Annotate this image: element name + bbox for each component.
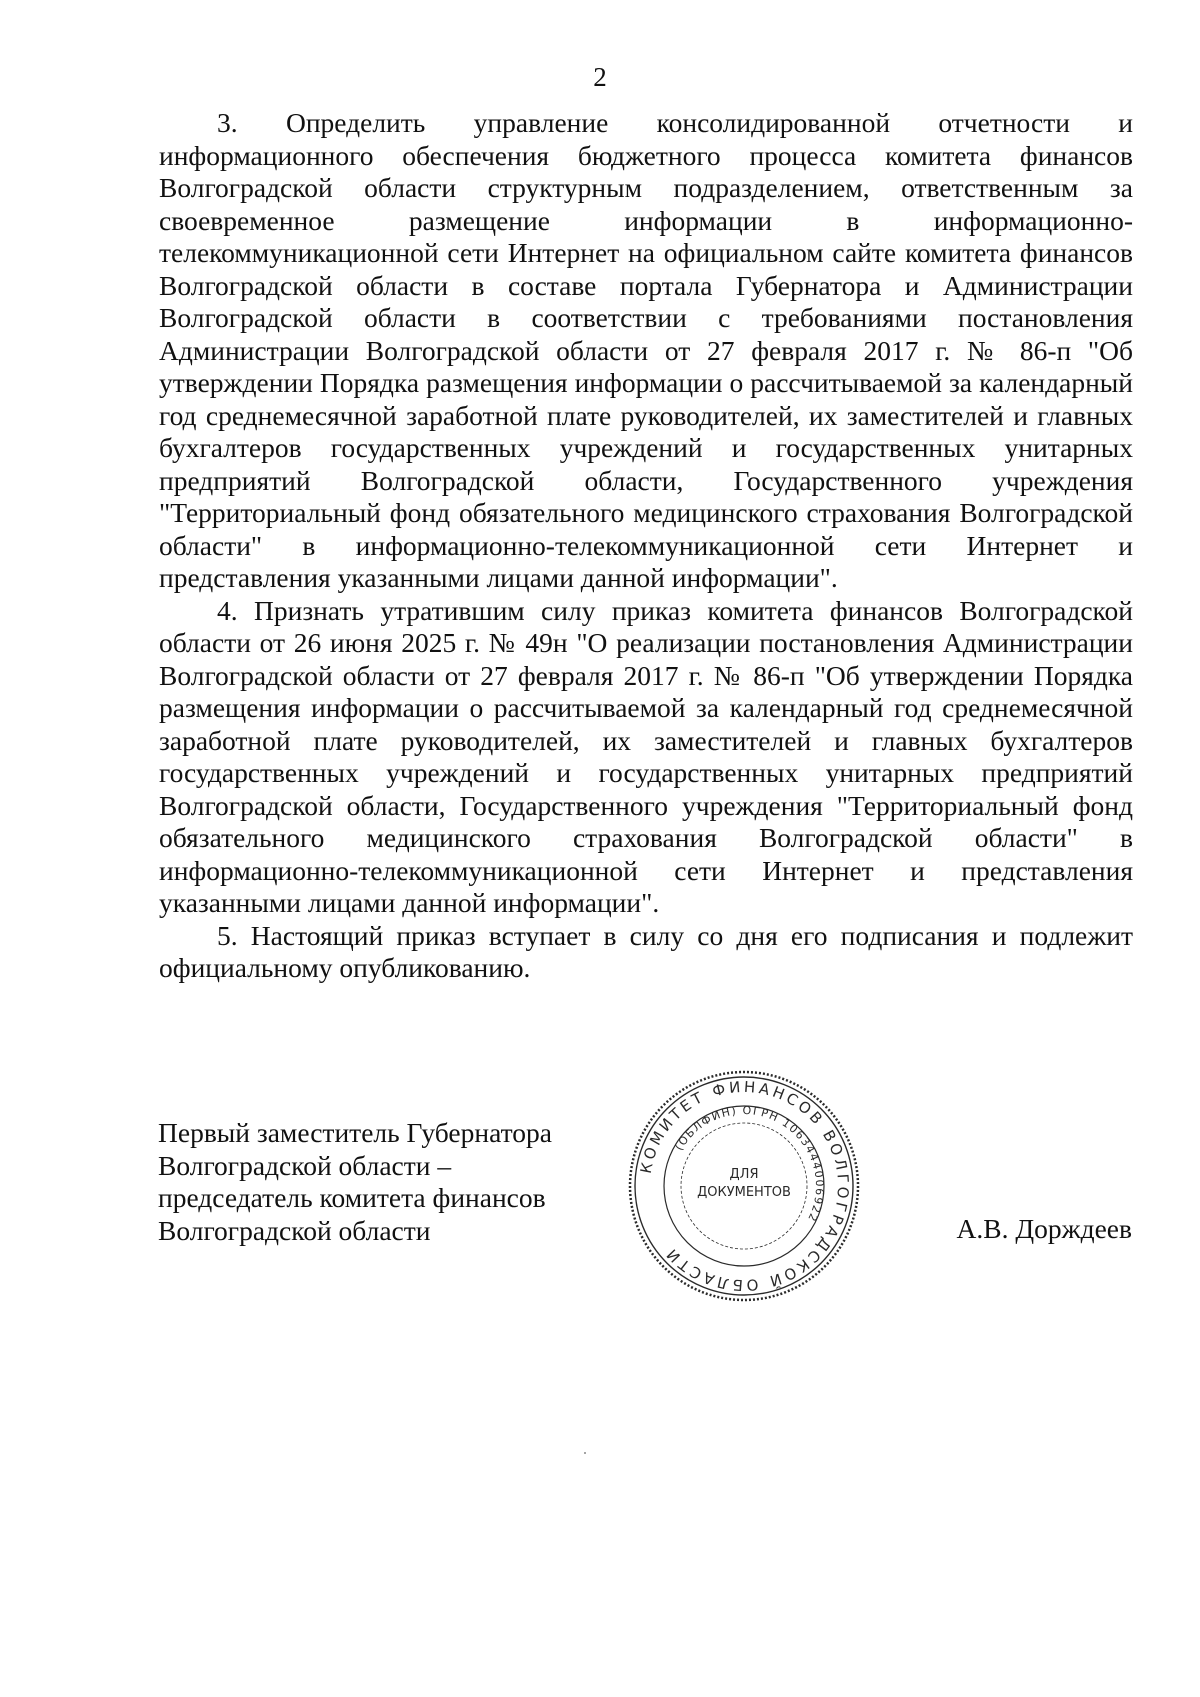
signatory-position-line: Волгоградской области – xyxy=(158,1149,452,1181)
scan-speck xyxy=(584,1452,586,1454)
seal-outer-text: КОМИТЕТ ФИНАНСОВ ВОЛГОГРАДСКОЙ ОБЛАСТИ xyxy=(636,1077,853,1295)
paragraph-3: 3. Определить управление консолидированной отчетности и информационного обеспечения бюджетного процесса комитета финансов Волгоградской области структурным подразделением, ответственным за своевременное размещение информации в информационно-телекоммуникационной сети Интернет на официальном сайте комитета финансов Волгоградской области в составе портала Губернатора и Администрации Волгоградской области в соответствии с требованиями постановления Администрации Волгоградской области от 27 февраля 2017 г. № 86-п "Об утверждении Порядка размещения информации о рассчитываемой за календарный год среднемесячной заработной плате руководителей, их заместителей и главных бухгалтеров государственных учреждений и государственных унитарных предприятий Волгоградской области, Государственного учреждения "Территориальный фонд обязательного медицинского страхования Волгоградской области" в информационно-телекоммуникационной сети Интернет и представления указанными лицами данной информации". xyxy=(159,107,1133,593)
paragraph-4: 4. Признать утратившим силу приказ комитета финансов Волгоградской области от 26 июня 2025 г. № 49н "О реализации постановления Администрации Волгоградской области от 27 февраля 2017 г. № 86-п "Об утверждении Порядка размещения информации о рассчитываемой за календарный год среднемесячной заработной плате руководителей, их заместителей и главных бухгалтеров государственных учреждений и государственных унитарных предприятий Волгоградской области, Государственного учреждения "Территориальный фонд обязательного медицинского страхования Волгоградской области" в информационно-телекоммуникационной сети Интернет и представления указанными лицами данной информации". xyxy=(159,594,1133,918)
signatory-position-line: Волгоградской области xyxy=(158,1214,431,1246)
signatory-name: А.В. Дорждеев xyxy=(956,1213,1132,1244)
seal-center-text: ДЛЯ xyxy=(729,1167,759,1182)
signatory-position-line: председатель комитета финансов xyxy=(158,1182,546,1213)
signatory-position-line: Первый заместитель Губернатора xyxy=(158,1117,552,1148)
document-body xyxy=(159,107,1133,985)
paragraph-5: 5. Настоящий приказ вступает в силу со дня его подписания и подлежит официальному опубликованию. xyxy=(159,919,1133,983)
official-seal xyxy=(626,1068,862,1304)
page-number: 2 xyxy=(593,62,607,92)
seal-inner-text: (ОБЛФИН) ОГРН 1063444006922 xyxy=(672,1103,827,1225)
signatory-position xyxy=(158,1117,618,1247)
seal-center-text: ДОКУМЕНТОВ xyxy=(697,1185,791,1200)
